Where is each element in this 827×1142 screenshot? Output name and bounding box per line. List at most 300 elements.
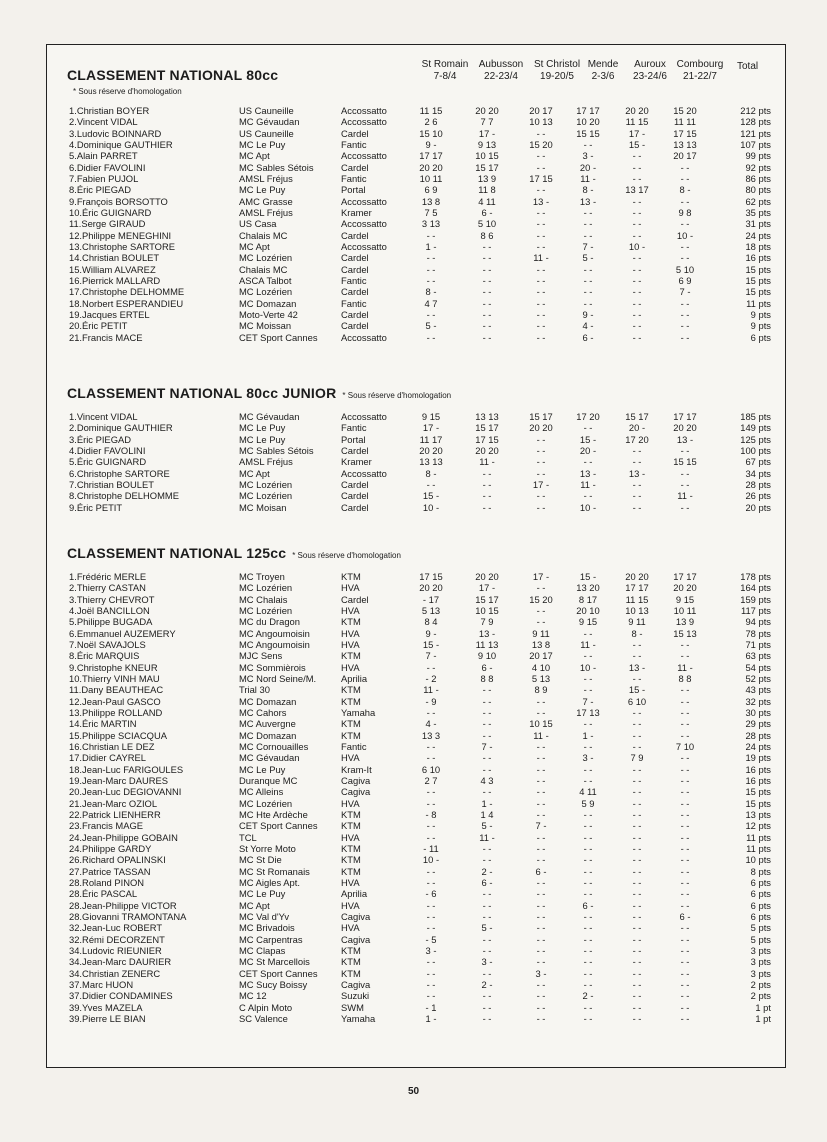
event-score: - - [632,172,642,184]
event-score: 6 - [535,865,547,877]
event-score: - - [680,820,690,832]
motorcycle: Kram-It [341,763,372,775]
club: MC Chalais [239,593,288,605]
rider-name: Jean-Philippe GOBAIN [82,831,178,843]
event-score: - - [536,695,546,707]
event-score: - - [482,1001,492,1013]
total-points: 9 pts [750,320,771,332]
rank: 7. [69,172,77,184]
event-score: - - [536,218,546,230]
rider-name: Éric GUIGNARD [82,206,152,218]
rider-name: Frédéric MERLE [76,571,147,582]
rank: 3. [69,433,77,445]
rider-name: Christian BOYER [76,105,150,116]
event-score: - - [680,763,690,775]
results-page [46,44,786,1068]
event-score: - - [583,422,593,434]
total-points: 94 pts [745,616,771,628]
rider [69,286,184,297]
event-score: - - [482,501,492,513]
total-points: 125 pts [740,433,771,445]
event-score: 8 - [631,627,643,639]
total-points: 34 pts [745,467,771,479]
section-title [67,385,451,401]
event-score: - - [680,331,690,343]
event-score: - - [680,161,690,173]
club: AMSL Fréjus [239,456,293,468]
event-score: 13 9 [477,172,497,184]
event-score: 10 - [676,229,694,241]
standing-row [47,888,785,899]
rider-name: Éric PIEGAD [76,184,132,196]
rider [69,275,160,286]
event-score: 2 - [481,978,493,990]
event-score: - 1 [425,1001,437,1013]
event-score: - - [632,229,642,241]
event-score: 9 15 [421,411,441,422]
event-score: 20 20 [475,105,499,116]
club: CET Sport Cannes [239,967,318,979]
event-score: 1 - [582,729,594,741]
event-score: - - [632,206,642,218]
motorcycle: HVA [341,638,360,650]
event-score: - - [536,831,546,843]
total-points: 6 pts [750,888,771,900]
event-score: - - [583,138,593,150]
rider-name: Rémi DECORZENT [82,933,165,945]
rider-name: Éric PETIT [82,320,128,332]
event-score: - - [482,729,492,741]
total-points: 32 pts [745,695,771,707]
club: MC St Die [239,854,282,866]
rider [69,616,152,627]
rider [69,866,150,877]
total-points: 12 pts [745,820,771,832]
standing-row [47,286,785,297]
rider-name: Jean-Marc DAURES [82,774,169,786]
rider [69,684,163,695]
motorcycle: KTM [341,956,361,968]
event-score: - - [632,888,642,900]
event-score: 6 9 [678,274,692,286]
total-points: 15 pts [745,286,771,298]
event-score: - - [426,990,436,1002]
motorcycle: HVA [341,752,360,764]
event-score: - - [680,797,690,809]
motorcycle: Fantic [341,297,367,309]
total-points: 28 pts [745,478,771,490]
rider [69,173,138,184]
club: MC Aigles Apt. [239,876,300,888]
rider-name: Christian ZENERC [82,967,161,979]
rider-name: William ALVAREZ [82,263,156,275]
club: MC Gévaudan [239,116,300,128]
event-score: 11 13 [475,638,499,650]
club: MC Sables Sétois [239,161,314,173]
total-points: 28 pts [745,729,771,741]
event-score: - - [680,888,690,900]
rider-name: Éric MARTIN [82,718,137,730]
event-score: - - [536,274,546,286]
total-points: 15 pts [745,797,771,809]
event-score: 8 17 [578,593,598,605]
event-score: 20 17 [529,105,553,116]
standing-row [47,298,785,309]
club: MC Lozérien [239,797,293,809]
motorcycle: Accossatto [341,411,387,422]
event-score: 5 13 [531,672,551,684]
event-score: 5 - [481,820,493,832]
motorcycle: Yamaha [341,1012,376,1024]
rider [69,764,183,775]
club: Duranque MC [239,774,298,786]
event-score: - - [426,910,436,922]
event-score: 2 6 [424,116,438,128]
event-score: - - [632,252,642,264]
rider-name: Dominique GAUTHIER [76,422,173,434]
event-score: - - [536,1001,546,1013]
rider [69,639,146,650]
rank: 7. [69,478,77,490]
event-score: - - [680,752,690,764]
event-score: - - [482,718,492,730]
rider-name: Jean-Paul GASCO [82,695,161,707]
club: MC Domazan [239,729,297,741]
event-name: Auroux [634,59,666,70]
event-score: 17 15 [529,172,553,184]
event-date: 23-24/6 [633,71,667,82]
motorcycle: KTM [341,854,361,866]
rank: 24. [69,831,83,843]
event-score: 6 - [582,331,594,343]
event-score: 13 - [579,195,597,207]
rank: 21. [69,797,83,809]
event-score: - - [426,274,436,286]
event-score: - - [482,467,492,479]
rank: 8. [69,650,77,662]
motorcycle: HVA [341,899,360,911]
club: MC Carpentras [239,933,303,945]
total-points: 3 pts [750,956,771,968]
event-score: 6 9 [424,184,438,196]
rider-name: Marc HUON [82,978,134,990]
standing-row [47,594,785,605]
total-points: 149 pts [740,422,771,434]
standing-row [47,184,785,195]
standing-row [47,275,785,286]
event-score: 11 - [533,252,549,264]
total-points: 178 pts [740,571,771,582]
standing-row [47,820,785,831]
standing-row [47,775,785,786]
standing-row [47,832,785,843]
event-score: 3 13 [421,218,441,230]
event-score: 17 - [478,127,496,139]
event-score: - - [632,899,642,911]
motorcycle: HVA [341,876,360,888]
standing-row [47,956,785,967]
total-points: 9 pts [750,308,771,320]
rank: 13. [69,240,83,252]
standing-row [47,456,785,467]
event-score: - - [482,910,492,922]
rank: 18. [69,297,83,309]
event-score: - - [680,1001,690,1013]
event-score: - - [632,501,642,513]
event-score: 20 17 [529,650,553,662]
total-points: 3 pts [750,967,771,979]
total-points: 80 pts [745,184,771,196]
standing-row [47,990,785,1001]
standing-row [47,605,785,616]
event-score: - - [583,820,593,832]
rider [69,184,131,195]
rider [69,264,156,275]
event-score: - - [632,650,642,662]
event-score: - - [536,229,546,241]
event-score: - - [632,478,642,490]
event-header [664,59,736,83]
event-score: 10 13 [625,604,649,616]
club: ASCA Talbot [239,274,292,286]
event-name: St Romain [421,59,469,70]
standing-row [47,934,785,945]
event-score: 15 13 [673,627,697,639]
total-points: 20 pts [745,501,771,513]
rank: 2. [69,582,77,594]
motorcycle: Accossatto [341,331,387,343]
event-score: 13 13 [419,456,443,468]
standing-row [47,809,785,820]
rank: 10. [69,206,83,218]
rider [69,696,161,707]
motorcycle: Cagiva [341,933,371,945]
motorcycle: HVA [341,831,360,843]
standing-row [47,309,785,320]
event-score: 20 - [628,422,646,434]
event-score: 8 6 [480,229,494,241]
motorcycle: Cardel [341,490,369,502]
event-score: 5 - [481,922,493,934]
club: MC Brivadois [239,922,295,934]
event-score: 15 - [422,490,440,502]
event-score: - - [632,774,642,786]
rider [69,502,122,513]
club: MC Lozérien [239,478,293,490]
rider [69,752,146,763]
event-score: - - [632,978,642,990]
event-score: - - [426,252,436,264]
event-score: - - [536,297,546,309]
event-score: - - [426,740,436,752]
event-score: - - [680,842,690,854]
rider-name: Alain PARRET [76,150,138,162]
event-score: - - [583,650,593,662]
rider-name: Christophe KNEUR [76,661,158,673]
club: MC Le Puy [239,763,286,775]
club: MC Val d'Yv [239,910,290,922]
event-score: - - [632,763,642,775]
event-score: 17 - [478,582,496,594]
standing-row [47,650,785,661]
event-score: 17 17 [673,571,697,582]
rider [69,820,143,831]
event-score: - - [632,286,642,298]
rider [69,832,178,843]
event-score: - - [632,444,642,456]
rider-name: Éric PIEGAD [76,433,132,445]
rider-name: Christian LE DEZ [82,740,155,752]
event-score: 15 - [628,684,646,696]
total-points: 30 pts [745,706,771,718]
standing-row [47,707,785,718]
rider [69,128,161,139]
standing-row [47,571,785,582]
rider-name: Éric MARQUIS [76,650,140,662]
event-score: - - [680,876,690,888]
event-score: 6 - [582,899,594,911]
event-score: - 5 [425,933,437,945]
motorcycle: Cardel [341,320,369,332]
event-score: 15 - [579,571,597,582]
club: St Yorre Moto [239,842,296,854]
standing-row [47,684,785,695]
event-score: - - [426,797,436,809]
event-score: - - [536,444,546,456]
motorcycle: Cardel [341,593,369,605]
event-score: - - [536,786,546,798]
rider [69,162,145,173]
event-score: 6 10 [627,695,647,707]
rider [69,252,159,263]
event-score: - - [536,501,546,513]
event-score: - 2 [425,672,437,684]
rider [69,207,151,218]
section-title-text: CLASSEMENT NATIONAL 80cc JUNIOR [67,385,337,401]
event-score: - - [536,604,546,616]
standing-row [47,173,785,184]
event-score: - - [632,718,642,730]
rank: 1. [69,105,77,116]
rank: 20. [69,320,83,332]
event-score: - - [632,797,642,809]
rank: 19. [69,774,83,786]
motorcycle: Fantic [341,138,367,150]
standing-row [47,628,785,639]
standing-row [47,332,785,343]
event-score: - - [680,218,690,230]
total-points: 43 pts [745,684,771,696]
standing-row [47,639,785,650]
rider-name: Éric PASCAL [82,888,138,900]
event-score: - - [482,944,492,956]
rank: 17. [69,286,83,298]
event-score: 17 - [532,478,550,490]
event-score: - - [426,263,436,275]
event-score: - - [482,684,492,696]
club: MC Le Puy [239,138,286,150]
event-score: - - [583,274,593,286]
event-score: 13 - [628,661,646,673]
event-score: - - [680,1012,690,1024]
standing-row [47,128,785,139]
event-score: 11 - [580,478,596,490]
club: MC Nord Seine/M. [239,672,317,684]
rank: 9. [69,661,77,673]
event-score: 7 - [679,286,691,298]
standing-row [47,422,785,433]
rider [69,105,149,116]
rider-name: Christian BOULET [82,252,160,264]
rank: 1. [69,571,77,582]
event-score: 17 17 [673,411,697,422]
standing-row [47,718,785,729]
event-score: 13 8 [421,195,441,207]
event-score: - - [680,865,690,877]
event-score: 4 - [582,320,594,332]
event-score: - - [583,865,593,877]
motorcycle: KTM [341,616,361,628]
rider-name: Richard OPALINSKI [82,854,166,866]
event-score: 13 3 [421,729,441,741]
event-score: 9 15 [675,593,695,605]
event-score: - - [680,774,690,786]
rider [69,798,157,809]
event-score: - - [426,752,436,764]
event-score: 20 - [579,161,597,173]
rider-name: Dany BEAUTHEAC [81,684,164,696]
club: Moto-Verte 42 [239,308,298,320]
motorcycle: KTM [341,865,361,877]
event-date: 7-8/4 [433,71,457,82]
event-score: 13 9 [675,616,695,628]
event-score: - - [426,967,436,979]
event-score: 13 - [628,467,646,479]
rank: 2. [69,116,77,128]
event-score: - - [583,263,593,275]
event-score: - 8 [425,808,437,820]
rider-name: Patrick LIENHERR [82,808,161,820]
event-score: - 9 [425,695,437,707]
motorcycle: HVA [341,582,360,594]
rider [69,309,150,320]
event-score: - - [482,933,492,945]
event-score: 9 11 [532,627,550,639]
motorcycle: Aprilia [341,672,368,684]
event-score: - - [583,297,593,309]
event-score: 7 - [425,650,437,662]
rank: 34. [69,956,83,968]
club: MC St Marcellois [239,956,310,968]
club: US Cauneille [239,127,294,139]
event-score: - - [632,808,642,820]
motorcycle: Cagiva [341,978,371,990]
event-score: 9 10 [477,650,497,662]
club: Trial 30 [239,684,270,696]
event-score: - - [680,467,690,479]
event-score: - - [583,854,593,866]
event-date: 2-3/6 [591,71,615,82]
event-score: 10 11 [673,604,697,616]
total-points: 10 pts [745,854,771,866]
event-score: - - [583,888,593,900]
rider-name: Thierry VINH MAU [82,672,160,684]
motorcycle: Fantic [341,172,367,184]
rank: 9. [69,501,77,513]
rider-name: Christophe SARTORE [76,467,170,479]
rider [69,650,139,661]
event-score: 13 - [676,433,694,445]
